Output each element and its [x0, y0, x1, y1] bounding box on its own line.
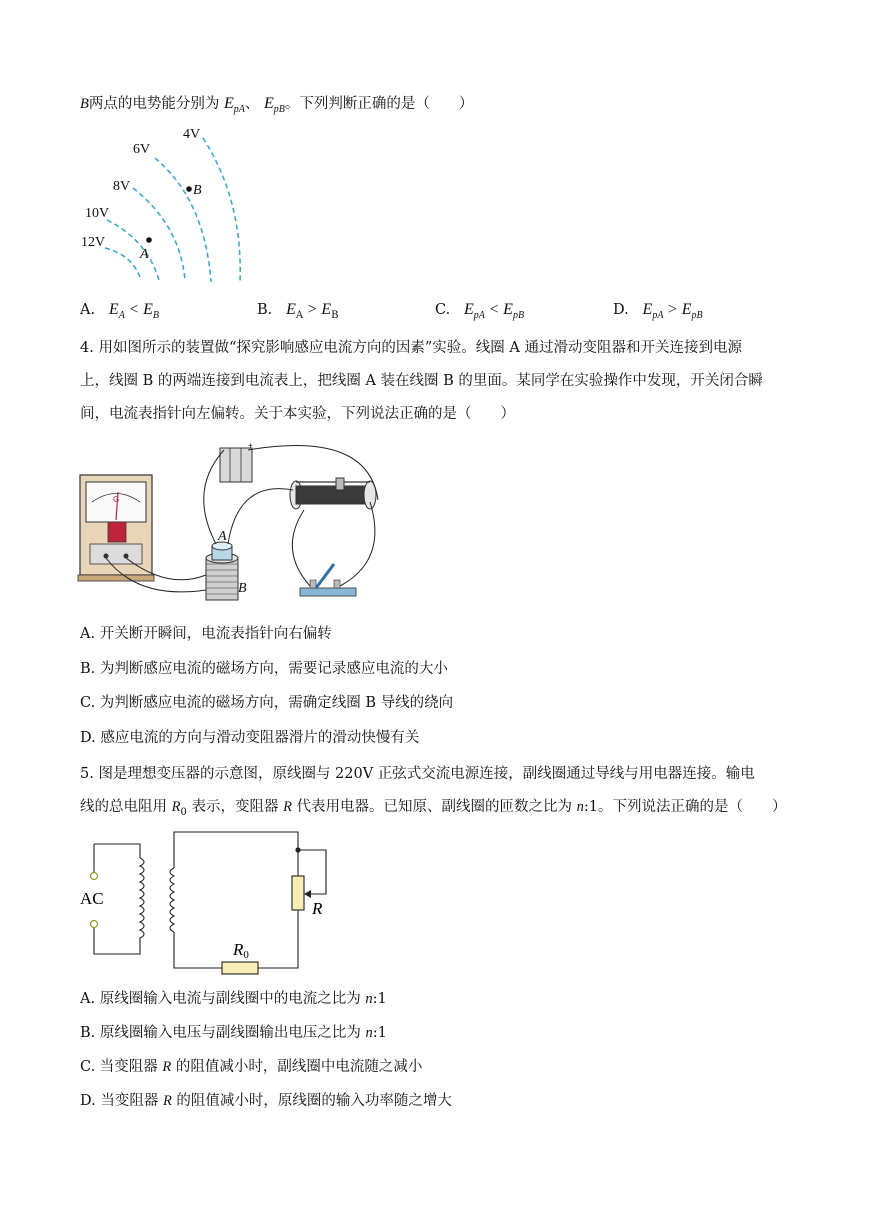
equipotential-line-4v [203, 138, 240, 282]
q3-stem-sep: 、 [244, 96, 260, 112]
secondary-wire-right [258, 910, 298, 968]
label-12v: 12V [81, 235, 106, 250]
equipotential-line-12v [105, 248, 141, 280]
secondary-wire-top [174, 832, 298, 878]
label-10v: 10V [85, 206, 110, 221]
battery [220, 441, 253, 482]
q3-stem-tail: 。下列判断正确的是（ ） [284, 96, 474, 112]
line-resistor-label: R0 [233, 940, 249, 961]
switch [300, 564, 356, 596]
q5-stem [80, 758, 795, 829]
q4-option-a[interactable]: A. 开关断开瞬间，电流表指针向右偏转 [80, 626, 332, 642]
battery-plus: + [248, 441, 253, 450]
q3-option-c[interactable]: C. $E_{pA} < E_{pB}$ [435, 301, 525, 321]
rheostat [290, 478, 376, 509]
q3-stem-epb: $E_{pB}$ [263, 95, 285, 116]
q3-stem-text: 两点的电势能分别为 [88, 96, 220, 112]
q3-stem-epa: $E_{pA}$ [223, 95, 245, 116]
induction-apparatus-figure [78, 440, 398, 610]
ac-source-label: AC [80, 889, 104, 908]
point-b-dot [186, 186, 192, 192]
q5-option-c[interactable]: C. 当变阻器 R 的阻值减小时，副线圈中电流随之减小 [80, 1059, 423, 1075]
transformer-circuit-figure [78, 828, 338, 988]
secondary-wire-left [174, 932, 222, 968]
q3-stem [80, 94, 473, 120]
point-a-dot [146, 237, 152, 243]
q5-option-d[interactable]: D. 当变阻器 R 的阻值减小时，原线圈的输入功率随之增大 [80, 1093, 452, 1109]
coil-a [212, 542, 232, 560]
ac-terminal-top [91, 873, 98, 880]
label-8v: 8V [113, 179, 131, 194]
q5-stem-line-1: 5. 图是理想变压器的示意图，原线圈与 220V 正弦式交流电源连接，副线圈通过导线与用电器连接。输电 [80, 766, 755, 782]
q4-stem-line-2: 上，线圈 B 的两端连接到电流表上，把线圈 A 装在线圈 B 的里面。某同学在实验操作中发现，开关闭合瞬 [80, 373, 763, 389]
equipotential-line-8v [133, 188, 185, 280]
q3-option-d[interactable]: D. $E_{pA} > E_{pB}$ [613, 301, 703, 321]
ac-terminal-bottom [91, 921, 98, 928]
q5-option-b[interactable]: B. 原线圈输入电压与副线圈输出电压之比为 n:1 [80, 1025, 387, 1041]
galvanometer-mark: G [113, 495, 120, 504]
q3-stem-var: B [80, 96, 89, 112]
q4-stem [80, 332, 795, 431]
rheostat-r-label: R [312, 899, 323, 918]
galvanometer [78, 475, 154, 581]
q3-option-b[interactable]: B. $E_A > E_B$ [257, 301, 339, 321]
primary-coil [140, 858, 144, 940]
q4-option-b[interactable]: B. 为判断感应电流的磁场方向，需要记录感应电流的大小 [80, 661, 448, 677]
q4-option-d[interactable]: D. 感应电流的方向与滑动变阻器滑片的滑动快慢有关 [80, 730, 420, 746]
label-6v: 6V [133, 142, 151, 157]
coil-b-label: B [238, 581, 247, 596]
q4-stem-line-1: 4. 用如图所示的装置做“探究影响感应电流方向的因素”实验。线圈 A 通过滑动变阻器和开关连接到电源 [80, 340, 742, 356]
q3-option-a[interactable]: A. $E_A < E_B$ [80, 301, 159, 321]
secondary-coil [170, 868, 174, 932]
primary-wire-bottom [94, 928, 140, 954]
junction-dot [295, 847, 300, 852]
label-4v: 4V [183, 127, 201, 142]
q5-stem-line-2: 线的总电阻用 $R_0$ 表示，变阻器 R 代表用电器。已知原、副线圈的匝数之比为 n:1。下列说法正确的是（ ） [80, 799, 787, 818]
coil-a-label: A [218, 529, 227, 544]
point-a-label: A [140, 247, 149, 262]
q4-option-c[interactable]: C. 为判断感应电流的磁场方向，需确定线圈 B 导线的绕向 [80, 695, 454, 711]
line-resistor-r0 [222, 962, 258, 974]
q5-option-a[interactable]: A. 原线圈输入电流与副线圈中的电流之比为 n:1 [80, 991, 387, 1007]
primary-wire-link [94, 844, 140, 858]
rheostat-r [292, 876, 304, 910]
equipotential-figure [75, 120, 275, 300]
rheostat-slider-arrow [304, 890, 311, 898]
q4-stem-line-3: 间，电流表指针向左偏转。关于本实验，下列说法正确的是（ ） [80, 406, 515, 422]
equipotential-line-10v [107, 220, 159, 280]
point-b-label: B [193, 183, 202, 198]
